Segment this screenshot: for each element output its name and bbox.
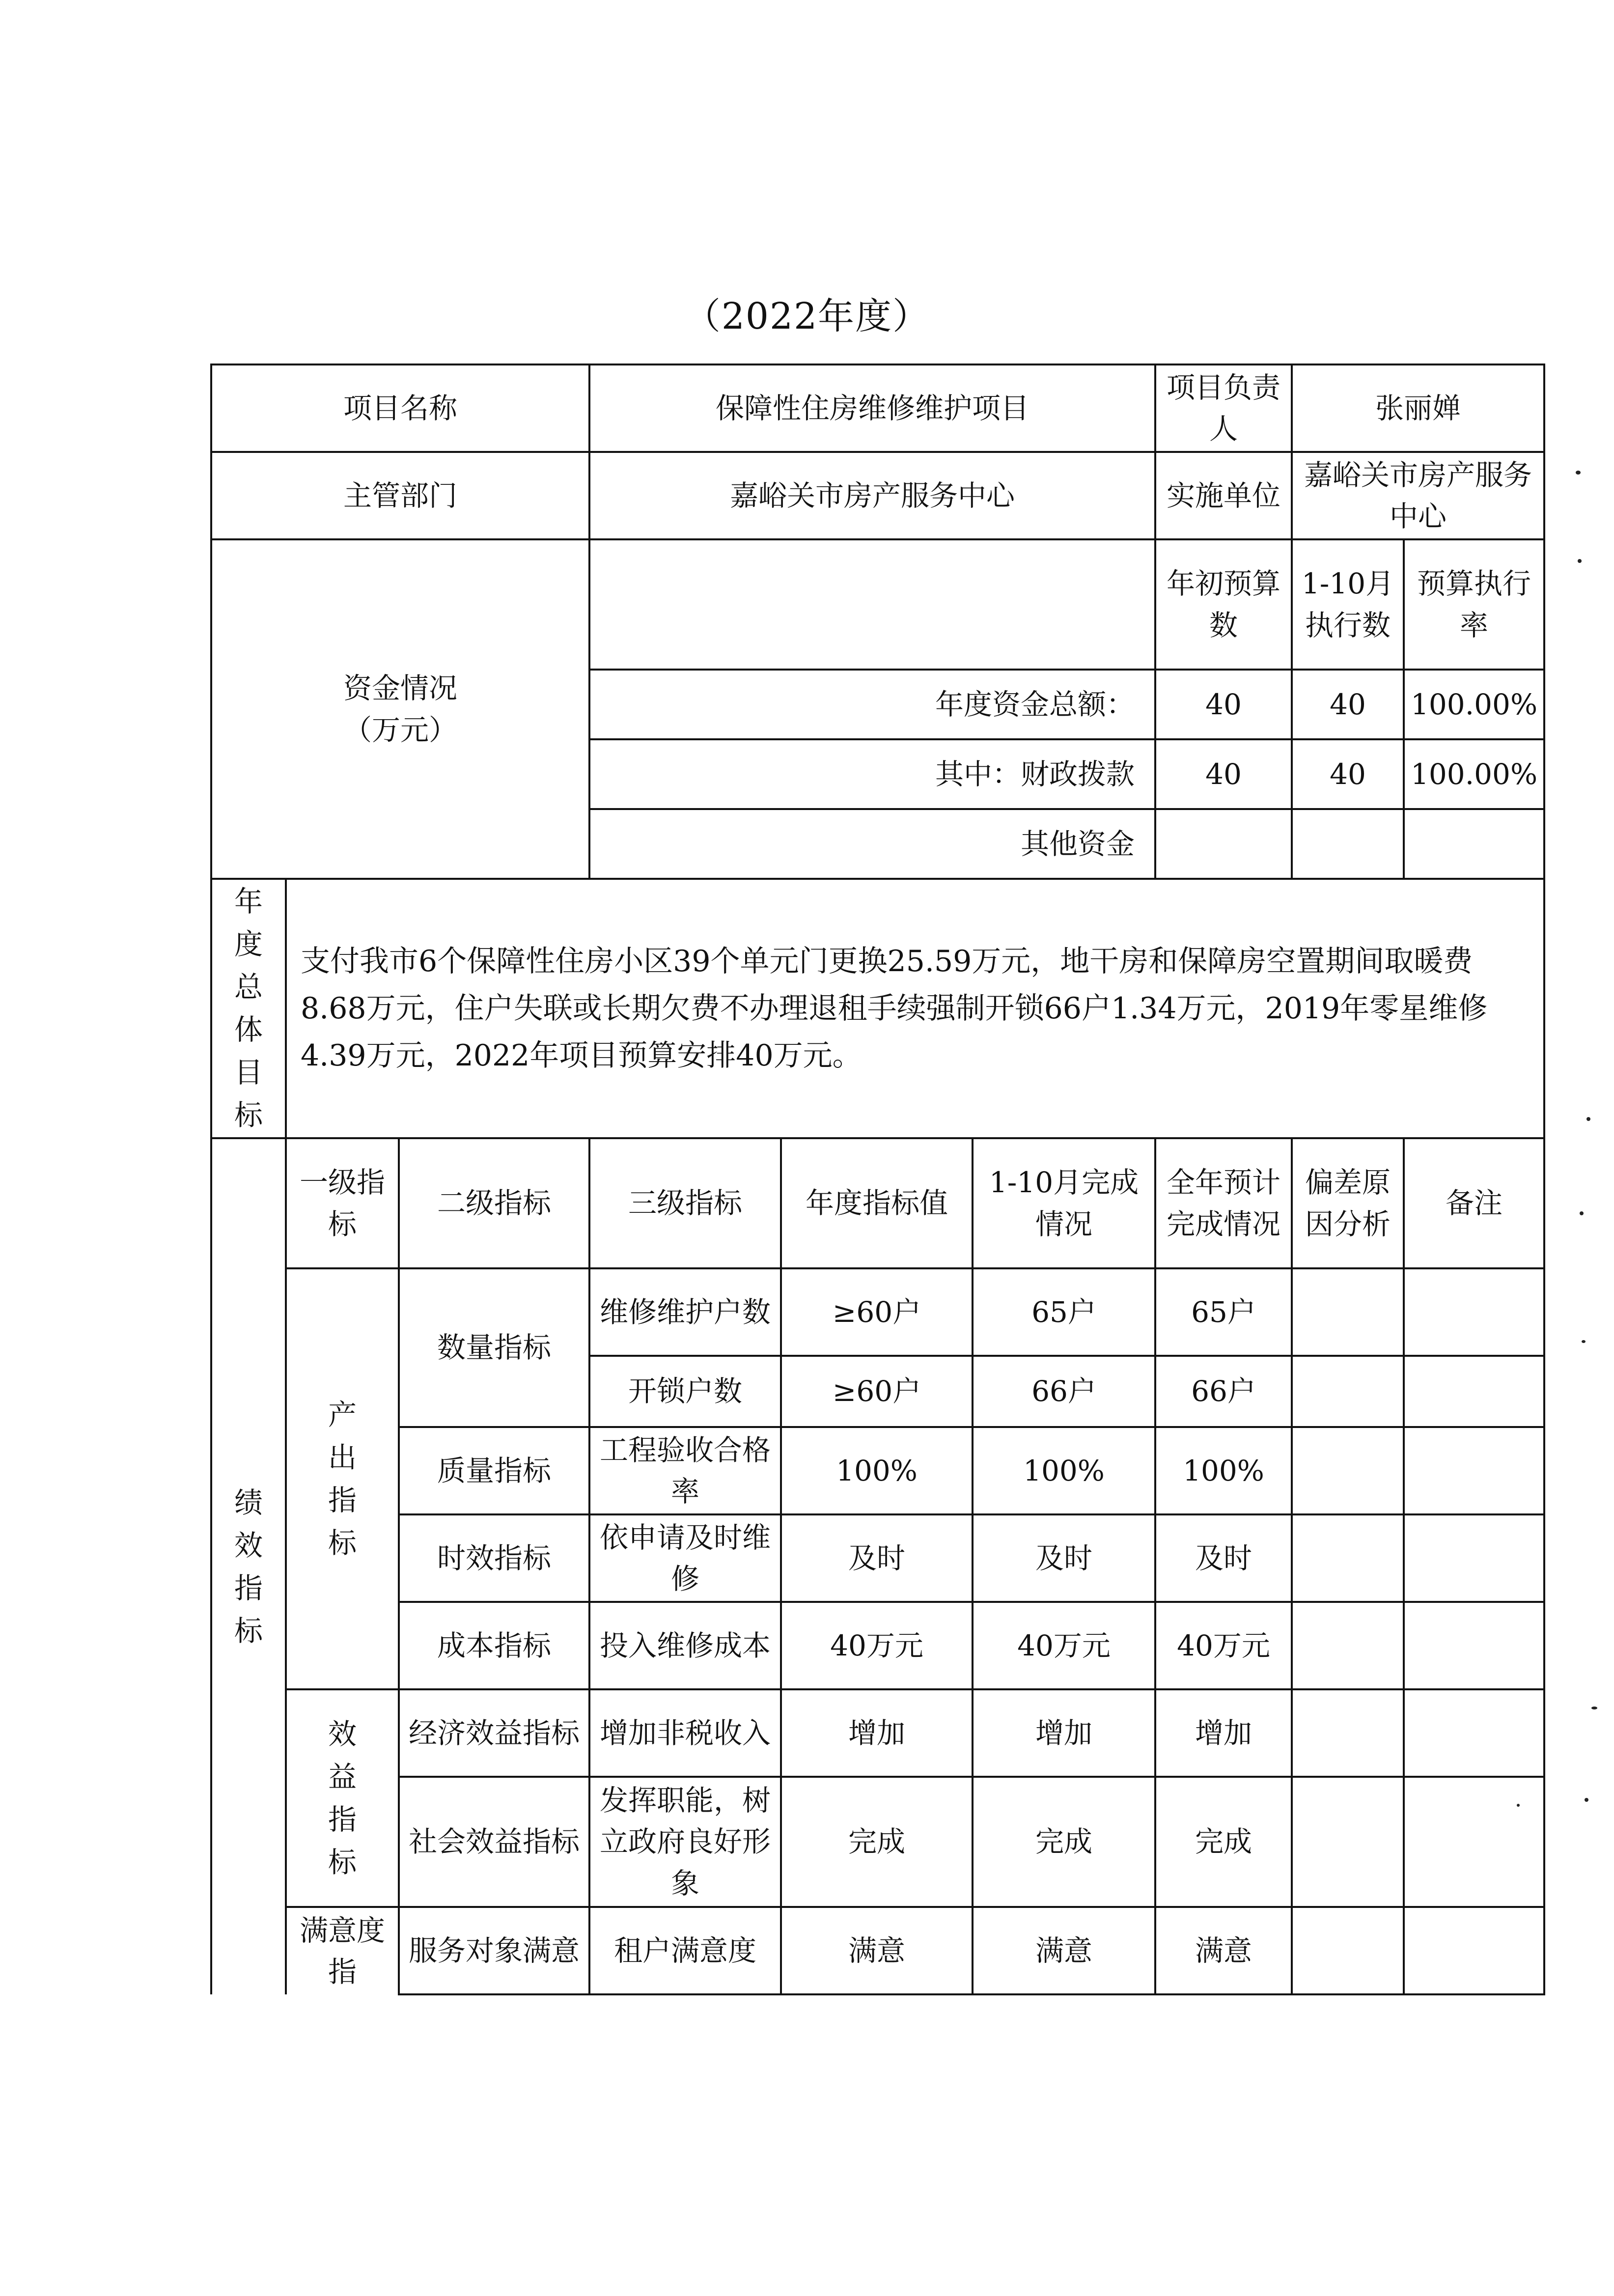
m110-cell: 66户 — [973, 1356, 1155, 1427]
scan-speck — [1580, 1211, 1584, 1215]
table-row — [211, 1777, 1544, 1907]
department-value: 嘉峪关市房产服务中心 — [589, 452, 1155, 539]
funds-label-line1: 资金情况 — [343, 672, 457, 705]
full-year-cell: 完成 — [1155, 1777, 1292, 1907]
scan-speck — [1591, 1707, 1597, 1709]
deviation-cell — [1292, 1777, 1404, 1907]
level3-cell: 发挥职能，树立政府良好形象 — [589, 1777, 781, 1907]
header-level3: 三级指标 — [589, 1138, 781, 1268]
funds-row-rate: 100.00% — [1404, 670, 1544, 739]
note-cell — [1404, 1268, 1544, 1356]
full-year-cell: 65户 — [1155, 1268, 1292, 1356]
level3-cell: 租户满意度 — [589, 1907, 781, 1994]
deviation-cell — [1292, 1907, 1404, 1994]
annual-cell: ≥60户 — [781, 1356, 973, 1427]
level3-cell: 依申请及时维修 — [589, 1514, 781, 1602]
quantity-indicator: 数量指标 — [399, 1268, 589, 1427]
note-cell — [1404, 1356, 1544, 1427]
scan-speck — [1576, 471, 1581, 475]
header-1-10: 1-10月完成情况 — [973, 1138, 1155, 1268]
scan-speck — [1578, 559, 1582, 563]
header-annual: 年度指标值 — [781, 1138, 973, 1268]
funds-col-exec: 1-10月执行数 — [1292, 539, 1404, 670]
level3-cell: 开锁户数 — [589, 1356, 781, 1427]
table-row — [211, 1427, 1544, 1514]
goal-label: 年 度 总 体 目 标 — [211, 879, 286, 1138]
funds-col-budget: 年初预算数 — [1155, 539, 1292, 670]
funds-row-rate: 100.00% — [1404, 739, 1544, 809]
annual-cell: 40万元 — [781, 1602, 973, 1689]
full-year-cell: 及时 — [1155, 1514, 1292, 1602]
funds-label-line2: （万元） — [343, 713, 457, 747]
header-level2: 二级指标 — [399, 1138, 589, 1268]
annual-cell: 满意 — [781, 1907, 973, 1994]
deviation-cell — [1292, 1514, 1404, 1602]
full-year-cell: 40万元 — [1155, 1602, 1292, 1689]
note-cell — [1404, 1602, 1544, 1689]
m110-cell: 增加 — [973, 1689, 1155, 1777]
funds-row-budget — [1155, 809, 1292, 879]
level2-cell: 质量指标 — [399, 1427, 589, 1514]
full-year-cell: 增加 — [1155, 1689, 1292, 1777]
level2-cell: 社会效益指标 — [399, 1777, 589, 1907]
scan-speck — [1586, 1117, 1590, 1121]
funds-row-rate — [1404, 809, 1544, 879]
funds-row-exec: 40 — [1292, 739, 1404, 809]
annual-cell: 及时 — [781, 1514, 973, 1602]
level2-cell: 服务对象满意 — [399, 1907, 589, 1994]
table-row — [211, 1602, 1544, 1689]
page-title: （2022年度） — [684, 295, 930, 337]
note-cell — [1404, 1689, 1544, 1777]
level3-cell: 工程验收合格率 — [589, 1427, 781, 1514]
project-name-label: 项目名称 — [211, 364, 589, 452]
level2-cell: 成本指标 — [399, 1602, 589, 1689]
m110-cell: 40万元 — [973, 1602, 1155, 1689]
header-level1: 一级指标 — [286, 1138, 399, 1268]
level2-cell: 时效指标 — [399, 1514, 589, 1602]
project-leader-label: 项目负责人 — [1155, 364, 1292, 452]
header-note: 备注 — [1404, 1138, 1544, 1268]
scan-speck — [1582, 1340, 1586, 1343]
table-row — [211, 1514, 1544, 1602]
level3-cell: 增加非税收入 — [589, 1689, 781, 1777]
deviation-cell — [1292, 1689, 1404, 1777]
funds-row-label: 其他资金 — [589, 809, 1155, 879]
full-year-cell: 100% — [1155, 1427, 1292, 1514]
scan-speck — [1585, 1798, 1588, 1802]
note-cell — [1404, 1514, 1544, 1602]
funds-header-blank — [589, 539, 1155, 670]
header-deviation: 偏差原因分析 — [1292, 1138, 1404, 1268]
table-row — [211, 1268, 1544, 1356]
project-leader-value: 张丽婵 — [1292, 364, 1544, 452]
table-row — [211, 1907, 1544, 1994]
deviation-cell — [1292, 1356, 1404, 1427]
level3-cell: 维修维护户数 — [589, 1268, 781, 1356]
funds-label — [211, 539, 589, 879]
scan-speck — [1517, 1804, 1520, 1807]
funds-row-label: 年度资金总额： — [589, 670, 1155, 739]
funds-row-label: 其中：财政拨款 — [589, 739, 1155, 809]
implementing-unit-value: 嘉峪关市房产服务中心 — [1292, 452, 1544, 539]
full-year-cell: 满意 — [1155, 1907, 1292, 1994]
deviation-cell — [1292, 1602, 1404, 1689]
funds-col-rate: 预算执行率 — [1404, 539, 1544, 670]
funds-row-budget: 40 — [1155, 670, 1292, 739]
output-indicator-label: 产 出 指 标 — [286, 1268, 399, 1689]
full-year-cell: 66户 — [1155, 1356, 1292, 1427]
deviation-cell — [1292, 1268, 1404, 1356]
goal-text: 支付我市6个保障性住房小区39个单元门更换25.59万元，地干房和保障房空置期间取暖费8.68万元，住户失联或长期欠费不办理退租手续强制开锁66户1.34万元，2019年零星维修4.39万元，2022年项目预算安排40万元。 — [286, 879, 1544, 1138]
funds-row-exec: 40 — [1292, 670, 1404, 739]
m110-cell: 及时 — [973, 1514, 1155, 1602]
funds-row-exec — [1292, 809, 1404, 879]
funds-row-budget: 40 — [1155, 739, 1292, 809]
note-cell — [1404, 1777, 1544, 1907]
satisfaction-indicator-label: 满意度指 — [286, 1907, 399, 1994]
table-row — [211, 1689, 1544, 1777]
benefit-indicator-label: 效 益 指 标 — [286, 1689, 399, 1907]
m110-cell: 完成 — [973, 1777, 1155, 1907]
level3-cell: 投入维修成本 — [589, 1602, 781, 1689]
implementing-unit-label: 实施单位 — [1155, 452, 1292, 539]
project-name-value: 保障性住房维修维护项目 — [589, 364, 1155, 452]
header-full-year: 全年预计完成情况 — [1155, 1138, 1292, 1268]
annual-cell: ≥60户 — [781, 1268, 973, 1356]
m110-cell: 满意 — [973, 1907, 1155, 1994]
performance-self-evaluation-table — [210, 364, 1545, 1995]
note-cell — [1404, 1907, 1544, 1994]
m110-cell: 65户 — [973, 1268, 1155, 1356]
note-cell — [1404, 1427, 1544, 1514]
level2-cell: 经济效益指标 — [399, 1689, 589, 1777]
deviation-cell — [1292, 1427, 1404, 1514]
department-label: 主管部门 — [211, 452, 589, 539]
performance-label: 绩 效 指 标 — [211, 1138, 286, 1994]
m110-cell: 100% — [973, 1427, 1155, 1514]
annual-cell: 增加 — [781, 1689, 973, 1777]
annual-cell: 100% — [781, 1427, 973, 1514]
annual-cell: 完成 — [781, 1777, 973, 1907]
